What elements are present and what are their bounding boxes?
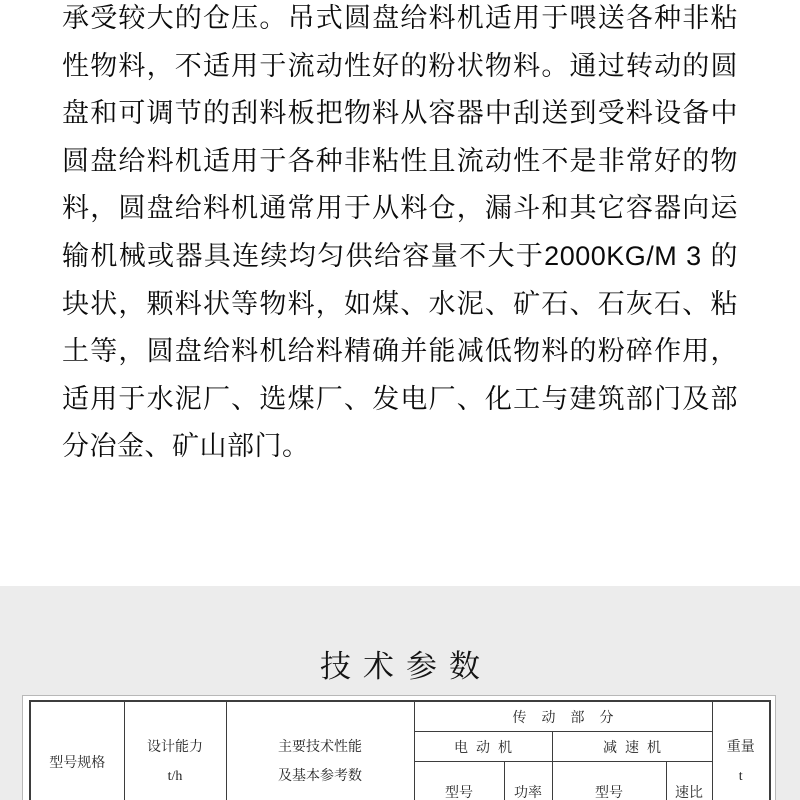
- col-header-motor-power: 功率: [504, 762, 552, 800]
- description-line: 土等，圆盘给料机给料精确并能减低物料的粉碎作用，: [62, 336, 738, 367]
- description-line: 承受较大的仓压。吊式圆盘给料机适用于喂送各种非粘: [62, 3, 738, 33]
- col-header-model-spec: 型号规格: [30, 701, 124, 800]
- product-description: [62, 0, 738, 471]
- col-header-reducer-ratio: 速比: [666, 762, 712, 800]
- col-header-design-capacity: [124, 701, 226, 800]
- design-capacity-label: 设计能力: [147, 740, 203, 755]
- col-header-motor-model: 型号: [414, 762, 504, 800]
- description-line: 性物料，不适用于流动性好的粉状物料。通过转动的圆: [62, 50, 738, 81]
- description-line: 料，圆盘给料机通常用于从料仓，漏斗和其它容器向运: [62, 193, 738, 224]
- description-line: 分冶金、矿山部门。: [62, 431, 310, 462]
- col-header-reducer-model: 型号: [552, 762, 666, 800]
- spec-table-panel: [22, 695, 776, 800]
- weight-label: 重量: [726, 740, 755, 755]
- main-performance-line2: 及基本参考数: [278, 769, 362, 784]
- col-group-reducer: 减速机: [552, 732, 712, 762]
- col-group-transmission: 传动部分: [414, 701, 712, 732]
- description-line: 盘和可调节的刮料板把物料从容器中刮送到受料设备中: [62, 98, 738, 129]
- description-line: 圆盘给料机适用于各种非粘性且流动性不是非常好的物: [62, 145, 738, 176]
- spec-table: [29, 700, 771, 800]
- design-capacity-unit: t/h: [167, 769, 183, 784]
- main-performance-line1: 主要技术性能: [278, 740, 362, 755]
- col-group-motor: 电动机: [414, 732, 552, 762]
- weight-unit: t: [738, 769, 743, 784]
- col-header-main-performance: [226, 701, 414, 800]
- description-line: 适用于水泥厂、选煤厂、发电厂、化工与建筑部门及部: [62, 383, 738, 414]
- section-title: 技术参数: [320, 648, 492, 684]
- description-line: 输机械或器具连续均匀供给容量不大于2000KG/M 3 的: [62, 240, 738, 271]
- description-line: 块状，颗料状等物料，如煤、水泥、矿石、石灰石、粘: [62, 288, 738, 319]
- col-header-weight: [712, 701, 770, 800]
